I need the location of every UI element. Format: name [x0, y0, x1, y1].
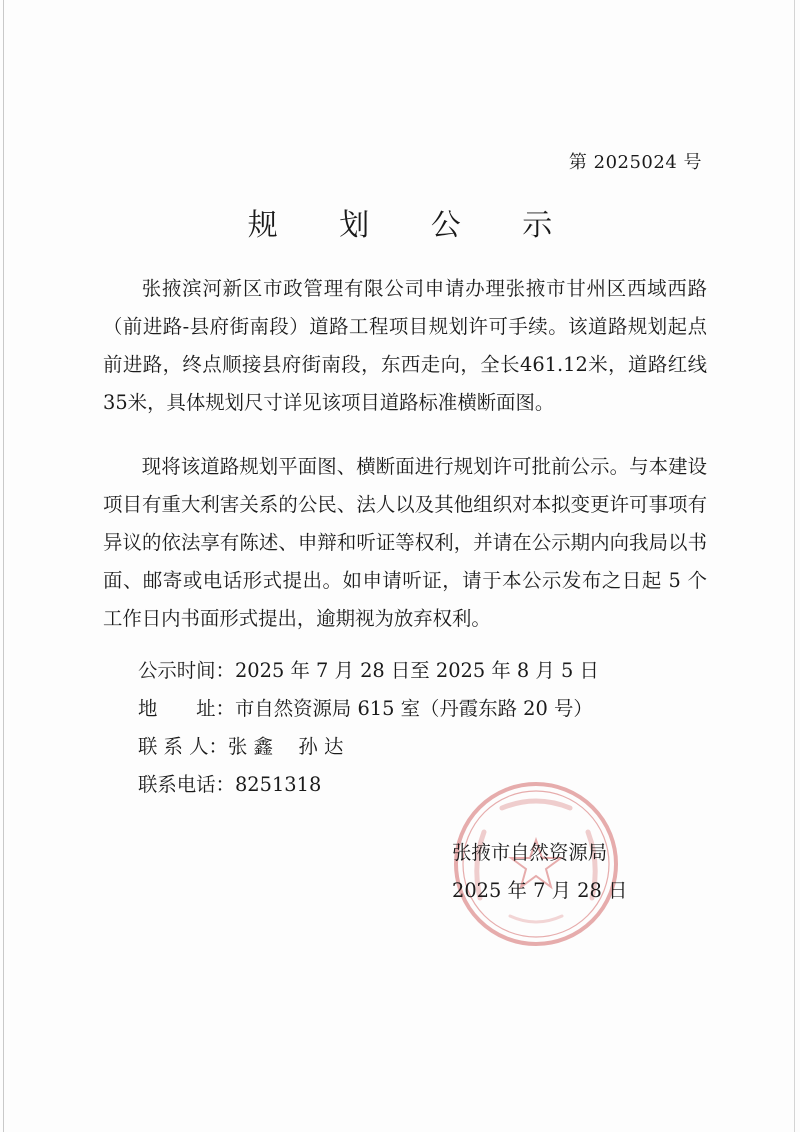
info-row-phone	[138, 766, 321, 804]
info-row-address	[138, 690, 593, 728]
scan-edge-left	[3, 0, 4, 1132]
info-row-contact	[138, 728, 343, 766]
phone-label: 联系电话：	[138, 773, 235, 796]
document-title: 规 划 公 示	[247, 208, 579, 243]
signature-date: 2025 年 7 月 28 日	[452, 879, 628, 902]
phone-value: 8251318	[234, 773, 322, 796]
paragraph-notice: 现将该道路规划平面图、横断面进行规划许可批前公示。与本建设项目有重大利害关系的公民、法人以及其他组织对本拟变更许可事项有异议的依法享有陈述、申辩和听证等权利，并请在公示期内向我局以书面、邮寄或电话形式提出。如申请听证，请于本公示发布之日起 5 个工作日内书面形式提出，逾期视为放弃权利。	[103, 455, 707, 630]
seal-lettering-bottom	[510, 916, 562, 922]
info-row-time	[138, 652, 599, 690]
time-label: 公示时间：	[138, 659, 235, 682]
contact-label: 联 系 人：	[138, 735, 228, 758]
address-value: 市自然资源局 615 室（丹霞东路 20 号）	[234, 697, 593, 720]
issuer-name: 张掖市自然资源局	[452, 841, 608, 864]
contact-value: 张 鑫 孙 达	[227, 735, 344, 758]
address-label: 地 址：	[138, 697, 235, 720]
paragraph-application: 张掖滨河新区市政管理有限公司申请办理张掖市甘州区西域西路（前进路-县府街南段）道路工程项目规划许可手续。该道路规划起点前进路，终点顺接县府街南段，东西走向，全长461.12米，道路红线35米，具体规划尺寸详见该项目道路标准横断面图。	[103, 277, 707, 414]
seal-lettering-top	[502, 801, 570, 808]
document-number: 第 2025024 号	[568, 152, 702, 173]
time-value: 2025 年 7 月 28 日至 2025 年 8 月 5 日	[234, 659, 599, 682]
scan-edge-right	[794, 0, 795, 1132]
